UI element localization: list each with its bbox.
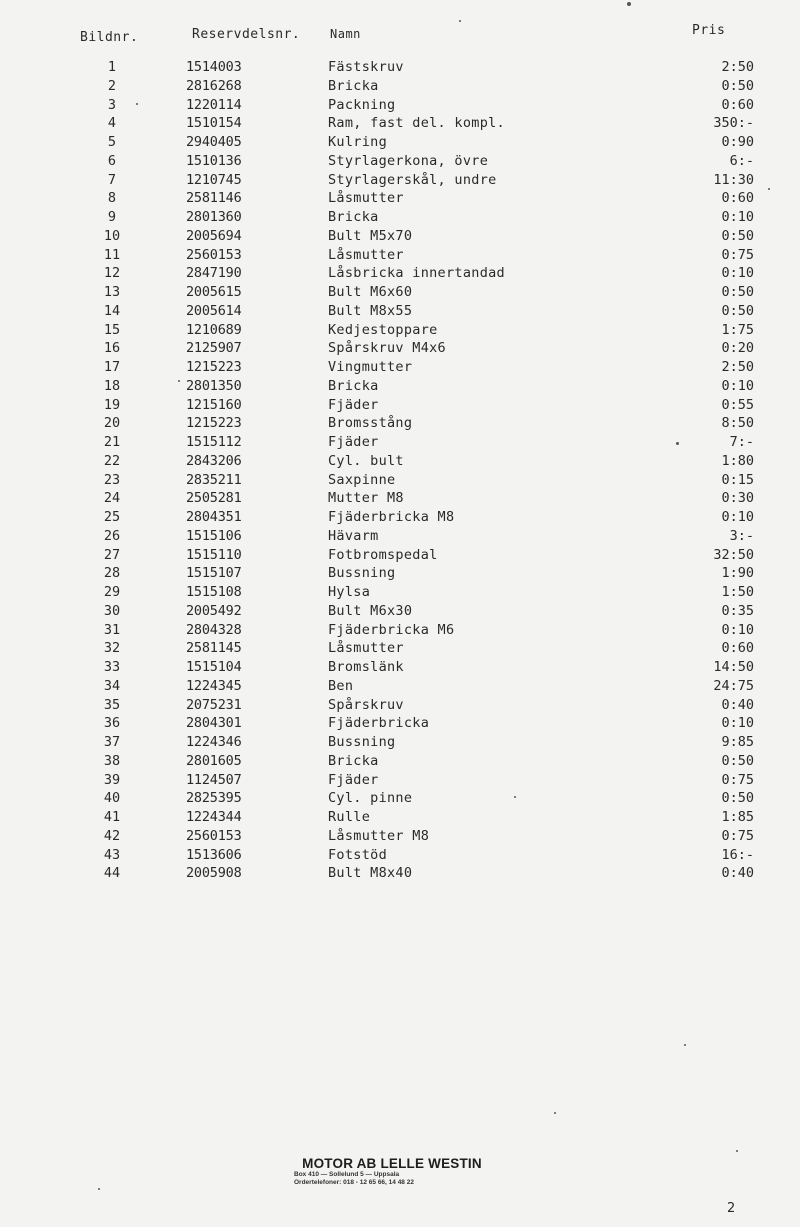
scan-speck bbox=[178, 380, 180, 382]
table-row bbox=[0, 358, 800, 377]
table-row bbox=[0, 846, 800, 865]
part-number: 1510154 bbox=[186, 115, 242, 132]
part-name: Ben bbox=[328, 677, 354, 694]
table-row bbox=[0, 602, 800, 621]
part-number: 1515108 bbox=[186, 584, 242, 600]
price: 0:60 bbox=[721, 640, 754, 657]
part-number: 1514003 bbox=[186, 59, 242, 75]
part-name: Cyl. bult bbox=[328, 452, 404, 469]
price: 0:10 bbox=[721, 621, 754, 638]
part-name: Cyl. pinne bbox=[328, 790, 413, 807]
part-name: Låsmutter bbox=[328, 640, 404, 657]
part-number: 1515104 bbox=[186, 659, 242, 675]
part-name: Låsmutter bbox=[328, 190, 404, 207]
part-number: 1510136 bbox=[186, 152, 242, 169]
price: 32:50 bbox=[713, 546, 754, 563]
price: 0:50 bbox=[721, 77, 754, 94]
price: 0:10 bbox=[721, 509, 754, 525]
part-name: Rulle bbox=[328, 809, 371, 825]
part-name: Saxpinne bbox=[328, 471, 396, 488]
part-number: 2005614 bbox=[186, 302, 242, 319]
part-name: Fotbromspedal bbox=[328, 546, 438, 563]
part-number: 2801605 bbox=[186, 752, 242, 769]
part-number: 2075231 bbox=[186, 696, 242, 713]
table-row bbox=[0, 546, 800, 565]
table-row bbox=[0, 752, 800, 771]
part-name: Fjäderbricka M8 bbox=[328, 509, 455, 525]
price: 1:75 bbox=[721, 321, 754, 338]
price: 3:- bbox=[729, 527, 754, 544]
price: 0:10 bbox=[721, 715, 754, 732]
scan-speck bbox=[627, 2, 631, 6]
image-number: 18 bbox=[103, 377, 121, 394]
image-number: 29 bbox=[103, 584, 121, 600]
part-name: Fjäder bbox=[328, 771, 379, 788]
price: 11:30 bbox=[713, 171, 754, 188]
scan-speck bbox=[136, 103, 138, 105]
table-row bbox=[0, 771, 800, 790]
scan-speck bbox=[98, 1188, 100, 1190]
table-row bbox=[0, 433, 800, 452]
part-number: 2843206 bbox=[186, 452, 242, 469]
price: 0:50 bbox=[721, 302, 754, 319]
table-row bbox=[0, 58, 800, 77]
part-number: 2804351 bbox=[186, 509, 242, 525]
table-row bbox=[0, 96, 800, 115]
company-address: Box 410 — Sollelund 5 — Uppsala bbox=[294, 1171, 400, 1178]
part-name: Mutter M8 bbox=[328, 490, 404, 507]
part-name: Bricka bbox=[328, 377, 379, 394]
part-name: Bult M6x60 bbox=[328, 284, 413, 300]
part-number: 2005615 bbox=[186, 284, 242, 300]
part-number: 2801350 bbox=[186, 377, 242, 394]
part-name: Bromslänk bbox=[328, 659, 404, 675]
price: 0:35 bbox=[721, 602, 754, 619]
price: 350:- bbox=[713, 115, 754, 132]
image-number: 24 bbox=[103, 490, 121, 507]
part-name: Kulring bbox=[328, 134, 387, 150]
image-number: 44 bbox=[103, 865, 121, 882]
part-number: 2804301 bbox=[186, 715, 242, 732]
part-number: 2581146 bbox=[186, 190, 242, 207]
price: 24:75 bbox=[713, 677, 754, 694]
part-number: 2505281 bbox=[186, 490, 242, 507]
table-row bbox=[0, 171, 800, 190]
scan-speck bbox=[684, 1044, 686, 1046]
price: 0:40 bbox=[721, 696, 754, 713]
price: 1:85 bbox=[721, 809, 754, 825]
table-row bbox=[0, 114, 800, 133]
table-row bbox=[0, 583, 800, 602]
image-number: 8 bbox=[107, 190, 117, 207]
price: 1:80 bbox=[721, 452, 754, 469]
image-number: 36 bbox=[103, 715, 121, 732]
part-number: 2560153 bbox=[186, 827, 242, 844]
image-number: 2 bbox=[107, 77, 117, 94]
image-number: 25 bbox=[103, 509, 121, 525]
image-number: 30 bbox=[103, 602, 121, 619]
price: 8:50 bbox=[721, 415, 754, 432]
part-name: Fjäder bbox=[328, 434, 379, 450]
table-row bbox=[0, 658, 800, 677]
table-row bbox=[0, 283, 800, 302]
part-name: Låsmutter bbox=[328, 246, 404, 263]
table-row bbox=[0, 564, 800, 583]
price: 0:60 bbox=[721, 96, 754, 113]
image-number: 39 bbox=[103, 771, 121, 788]
part-number: 2005694 bbox=[186, 227, 242, 244]
table-row bbox=[0, 396, 800, 415]
part-name: Bricka bbox=[328, 77, 379, 94]
image-number: 10 bbox=[103, 227, 121, 244]
parts-table bbox=[0, 58, 800, 883]
table-row bbox=[0, 527, 800, 546]
table-row bbox=[0, 208, 800, 227]
table-row bbox=[0, 452, 800, 471]
part-number: 2825395 bbox=[186, 790, 242, 807]
table-row bbox=[0, 808, 800, 827]
company-name: MOTOR AB LELLE WESTIN bbox=[302, 1156, 482, 1171]
image-number: 21 bbox=[103, 434, 121, 450]
part-name: Bult M8x55 bbox=[328, 302, 413, 319]
table-row bbox=[0, 189, 800, 208]
part-name: Fjäderbricka M6 bbox=[328, 621, 455, 638]
image-number: 28 bbox=[103, 565, 121, 582]
part-number: 2940405 bbox=[186, 134, 242, 150]
price: 1:90 bbox=[721, 565, 754, 582]
part-number: 1515110 bbox=[186, 546, 242, 563]
image-number: 6 bbox=[107, 152, 117, 169]
scan-speck bbox=[459, 20, 461, 22]
part-number: 1224346 bbox=[186, 734, 242, 750]
image-number: 22 bbox=[103, 452, 121, 469]
company-footer bbox=[292, 1156, 492, 1187]
image-number: 35 bbox=[103, 696, 121, 713]
image-number: 33 bbox=[103, 659, 121, 675]
part-name: Bricka bbox=[328, 209, 379, 225]
order-phones: Ordertelefoner: 018 - 12 65 66, 14 48 22 bbox=[294, 1179, 414, 1186]
part-name: Bricka bbox=[328, 752, 379, 769]
image-number: 14 bbox=[103, 302, 121, 319]
part-name: Bult M6x30 bbox=[328, 602, 413, 619]
price: 6:- bbox=[729, 152, 754, 169]
table-row bbox=[0, 227, 800, 246]
table-row bbox=[0, 489, 800, 508]
price: 0:10 bbox=[721, 377, 754, 394]
part-number: 1215223 bbox=[186, 415, 242, 432]
page-number: 2 bbox=[727, 1201, 736, 1216]
part-name: Packning bbox=[328, 96, 396, 113]
part-number: 1224345 bbox=[186, 677, 242, 694]
part-number: 2581145 bbox=[186, 640, 242, 657]
table-row bbox=[0, 733, 800, 752]
part-number: 1224344 bbox=[186, 809, 242, 825]
price: 0:90 bbox=[721, 134, 754, 150]
price: 0:60 bbox=[721, 190, 754, 207]
price: 1:50 bbox=[721, 584, 754, 600]
image-number: 3 bbox=[107, 96, 117, 113]
table-row bbox=[0, 639, 800, 658]
table-row bbox=[0, 677, 800, 696]
price: 2:50 bbox=[721, 359, 754, 375]
price: 0:50 bbox=[721, 790, 754, 807]
price: 0:30 bbox=[721, 490, 754, 507]
image-number: 12 bbox=[103, 265, 121, 282]
image-number: 4 bbox=[107, 115, 117, 132]
part-name: Bult M5x70 bbox=[328, 227, 413, 244]
header-name: Namn bbox=[330, 27, 361, 41]
image-number: 31 bbox=[103, 621, 121, 638]
part-name: Vingmutter bbox=[328, 359, 413, 375]
scan-speck bbox=[768, 188, 770, 190]
table-row bbox=[0, 302, 800, 321]
part-name: Spårskruv bbox=[328, 696, 404, 713]
table-row bbox=[0, 789, 800, 808]
price: 0:20 bbox=[721, 340, 754, 357]
price: 0:40 bbox=[721, 865, 754, 882]
price: 0:50 bbox=[721, 227, 754, 244]
table-row bbox=[0, 471, 800, 490]
header-part-number: Reservdelsnr. bbox=[192, 27, 301, 42]
price: 0:10 bbox=[721, 209, 754, 225]
part-name: Styrlagerskål, undre bbox=[328, 171, 497, 188]
image-number: 37 bbox=[103, 734, 121, 750]
part-number: 2005492 bbox=[186, 602, 242, 619]
scan-speck bbox=[514, 796, 516, 798]
part-number: 1515106 bbox=[186, 527, 242, 544]
part-name: Ram, fast del. kompl. bbox=[328, 115, 505, 132]
image-number: 34 bbox=[103, 677, 121, 694]
table-row bbox=[0, 696, 800, 715]
image-number: 9 bbox=[107, 209, 117, 225]
price: 9:85 bbox=[721, 734, 754, 750]
scan-speck bbox=[736, 1150, 738, 1152]
image-number: 32 bbox=[103, 640, 121, 657]
price: 7:- bbox=[729, 434, 754, 450]
part-name: Fotstöd bbox=[328, 846, 387, 863]
part-number: 1220114 bbox=[186, 96, 242, 113]
table-row bbox=[0, 321, 800, 340]
part-number: 1515112 bbox=[186, 434, 242, 450]
price: 0:55 bbox=[721, 396, 754, 413]
image-number: 26 bbox=[103, 527, 121, 544]
part-name: Styrlagerkona, övre bbox=[328, 152, 489, 169]
table-row bbox=[0, 508, 800, 527]
part-number: 2835211 bbox=[186, 471, 242, 488]
image-number: 38 bbox=[103, 752, 121, 769]
part-name: Bussning bbox=[328, 565, 396, 582]
table-row bbox=[0, 827, 800, 846]
part-name: Bult M8x40 bbox=[328, 865, 413, 882]
header-price: Pris bbox=[692, 23, 726, 38]
part-name: Spårskruv M4x6 bbox=[328, 340, 446, 357]
part-number: 2816268 bbox=[186, 77, 242, 94]
part-number: 1210745 bbox=[186, 171, 242, 188]
image-number: 42 bbox=[103, 827, 121, 844]
part-number: 1515107 bbox=[186, 565, 242, 582]
image-number: 7 bbox=[107, 171, 117, 188]
image-number: 43 bbox=[103, 846, 121, 863]
table-row bbox=[0, 77, 800, 96]
price: 2:50 bbox=[721, 59, 754, 75]
image-number: 15 bbox=[103, 321, 121, 338]
price: 0:75 bbox=[721, 771, 754, 788]
part-number: 1513606 bbox=[186, 846, 242, 863]
table-row bbox=[0, 377, 800, 396]
part-number: 2847190 bbox=[186, 265, 242, 282]
table-row bbox=[0, 264, 800, 283]
image-number: 19 bbox=[103, 396, 121, 413]
price: 0:10 bbox=[721, 265, 754, 282]
table-row bbox=[0, 246, 800, 265]
part-number: 2005908 bbox=[186, 865, 242, 882]
part-number: 2801360 bbox=[186, 209, 242, 225]
part-name: Bussning bbox=[328, 734, 396, 750]
image-number: 17 bbox=[103, 359, 121, 375]
image-number: 23 bbox=[103, 471, 121, 488]
image-number: 1 bbox=[107, 59, 117, 75]
scan-speck bbox=[676, 442, 679, 445]
scan-speck bbox=[554, 1112, 556, 1114]
table-row bbox=[0, 864, 800, 883]
part-number: 1215160 bbox=[186, 396, 242, 413]
price: 0:50 bbox=[721, 752, 754, 769]
price: 0:75 bbox=[721, 246, 754, 263]
part-number: 1124507 bbox=[186, 771, 242, 788]
price: 0:50 bbox=[721, 284, 754, 300]
price: 16:- bbox=[721, 846, 754, 863]
table-row bbox=[0, 714, 800, 733]
image-number: 41 bbox=[103, 809, 121, 825]
table-row bbox=[0, 339, 800, 358]
part-name: Bromsstång bbox=[328, 415, 413, 432]
table-row bbox=[0, 414, 800, 433]
image-number: 13 bbox=[103, 284, 121, 300]
part-number: 1210689 bbox=[186, 321, 242, 338]
table-row bbox=[0, 621, 800, 640]
table-row bbox=[0, 133, 800, 152]
part-name: Låsmutter M8 bbox=[328, 827, 430, 844]
price: 0:75 bbox=[721, 827, 754, 844]
image-number: 16 bbox=[103, 340, 121, 357]
part-name: Låsbricka innertandad bbox=[328, 265, 505, 282]
part-name: Hävarm bbox=[328, 527, 379, 544]
table-row bbox=[0, 152, 800, 171]
part-name: Fästskruv bbox=[328, 59, 404, 75]
header-image-number: Bildnr. bbox=[80, 30, 139, 45]
image-number: 5 bbox=[107, 134, 117, 150]
part-number: 2560153 bbox=[186, 246, 242, 263]
part-number: 2125907 bbox=[186, 340, 242, 357]
part-number: 1215223 bbox=[186, 359, 242, 375]
part-name: Hylsa bbox=[328, 584, 371, 600]
part-name: Kedjestoppare bbox=[328, 321, 438, 338]
image-number: 27 bbox=[103, 546, 121, 563]
price: 14:50 bbox=[713, 659, 754, 675]
price: 0:15 bbox=[721, 471, 754, 488]
image-number: 11 bbox=[103, 246, 121, 263]
image-number: 20 bbox=[103, 415, 121, 432]
part-name: Fjäderbricka bbox=[328, 715, 430, 732]
image-number: 40 bbox=[103, 790, 121, 807]
part-name: Fjäder bbox=[328, 396, 379, 413]
part-number: 2804328 bbox=[186, 621, 242, 638]
